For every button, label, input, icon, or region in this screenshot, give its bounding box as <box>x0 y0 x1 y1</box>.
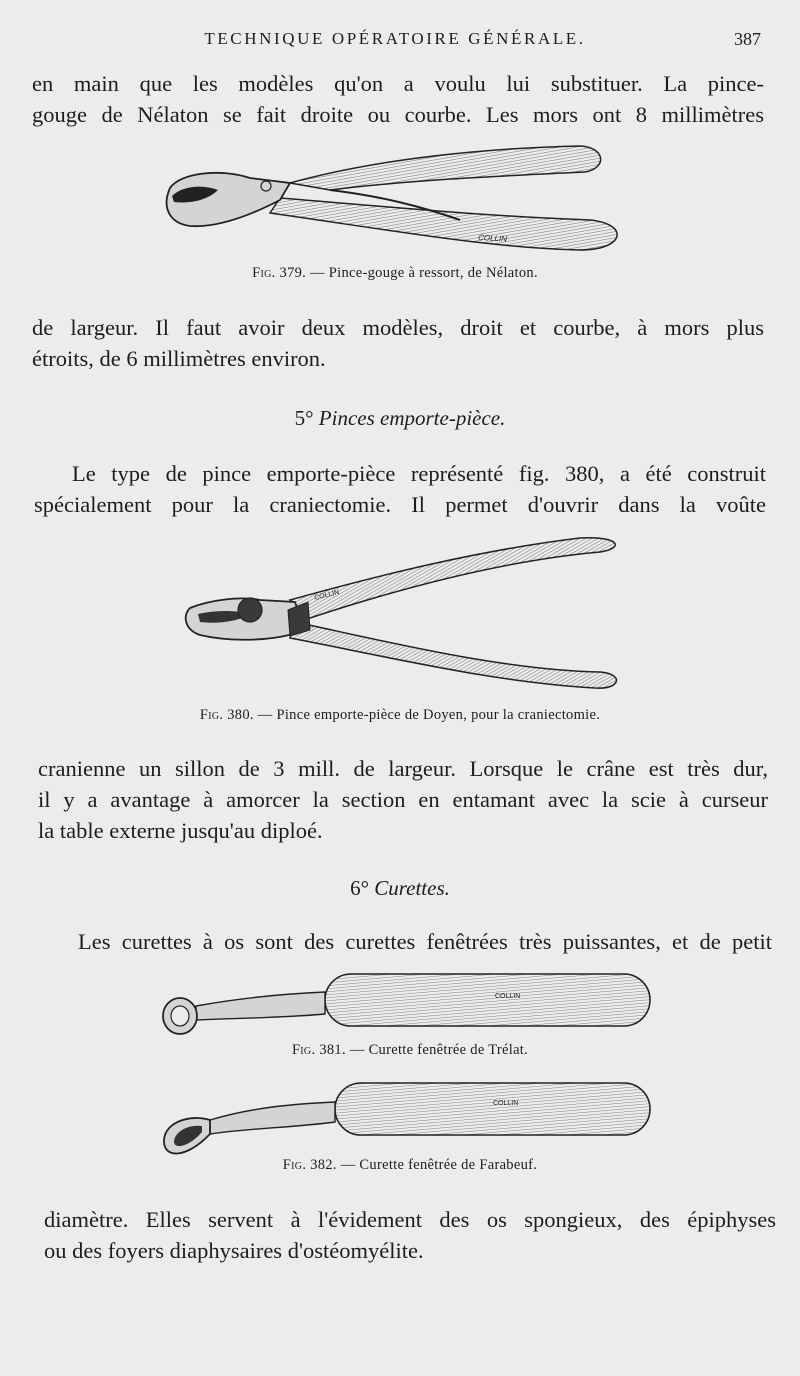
figure-number: 379. <box>279 265 307 281</box>
engraving-text: COLLIN <box>493 1100 519 1107</box>
figure-caption-text: — Curette fenêtrée de Farabeuf. <box>340 1157 538 1173</box>
text-line: diamètre. Elles servent à l'évidement des os spongieux, des épiphyses <box>44 1207 776 1232</box>
section-heading-5 <box>0 406 800 431</box>
text-line: la table externe jusqu'au diploé. <box>38 818 323 843</box>
engraving-text: COLLIN <box>313 589 341 602</box>
running-header: TECHNIQUE OPÉRATOIRE GÉNÉRALE. <box>204 29 586 48</box>
figure-382-curette-farabeuf <box>160 1080 660 1164</box>
figure-label: Fig. <box>252 265 276 281</box>
figure-number: 382. <box>310 1157 337 1173</box>
figure-381-curette-trelat <box>160 970 660 1040</box>
section-heading-6 <box>0 876 800 901</box>
text-line: de largeur. Il faut avoir deux modèles, droit et courbe, à mors plus <box>32 315 764 340</box>
text-line: gouge de Nélaton se fait droite ou courbe. Les mors ont 8 millimètres <box>32 102 764 127</box>
text-line: Les curettes à os sont des curettes fenêtrées très puissantes, et de petit <box>78 929 772 954</box>
figure-label: Fig. <box>199 707 224 723</box>
heading-number: 6° <box>350 876 369 900</box>
figure-caption-text: — Pince emporte-pièce de Doyen, pour la craniectomie. <box>257 707 601 723</box>
heading-title: Curettes. <box>374 876 450 900</box>
figure-caption-text: — Pince-gouge à ressort, de Nélaton. <box>310 265 538 281</box>
engraving-text: COLLIN <box>477 233 508 244</box>
figure-label: Fig. <box>291 1042 316 1058</box>
engraving-text: COLLIN <box>495 993 521 1000</box>
heading-title: Pinces emporte-pièce. <box>318 406 506 430</box>
figure-380-pince-emporte-piece <box>180 530 625 695</box>
figure-379-pince-gouge <box>160 138 630 256</box>
text-line: étroits, de 6 millimètres environ. <box>32 346 326 371</box>
figure-caption-text: — Curette fenêtrée de Trélat. <box>349 1042 529 1058</box>
figure-caption-382 <box>0 1157 800 1174</box>
figure-number: 381. <box>319 1042 346 1058</box>
text-line: cranienne un sillon de 3 mill. de largeur. Lorsque le crâne est très dur, <box>38 756 768 781</box>
page-number: 387 <box>734 29 761 49</box>
figure-caption-381 <box>0 1042 800 1059</box>
figure-caption-379 <box>0 265 790 282</box>
heading-number: 5° <box>294 406 314 430</box>
text-line: en main que les modèles qu'on a voulu lui substituer. La pince- <box>32 71 764 96</box>
text-line: ou des foyers diaphysaires d'ostéomyélite. <box>44 1238 424 1263</box>
text-line: spécialement pour la craniectomie. Il permet d'ouvrir dans la voûte <box>34 492 766 517</box>
figure-caption-380 <box>0 707 800 724</box>
text-line: Le type de pince emporte-pièce représenté fig. 380, a été construit <box>72 461 766 486</box>
text-line: il y a avantage à amorcer la section en entamant avec la scie à curseur <box>38 787 768 812</box>
figure-label: Fig. <box>282 1157 307 1173</box>
figure-number: 380. <box>227 707 254 723</box>
